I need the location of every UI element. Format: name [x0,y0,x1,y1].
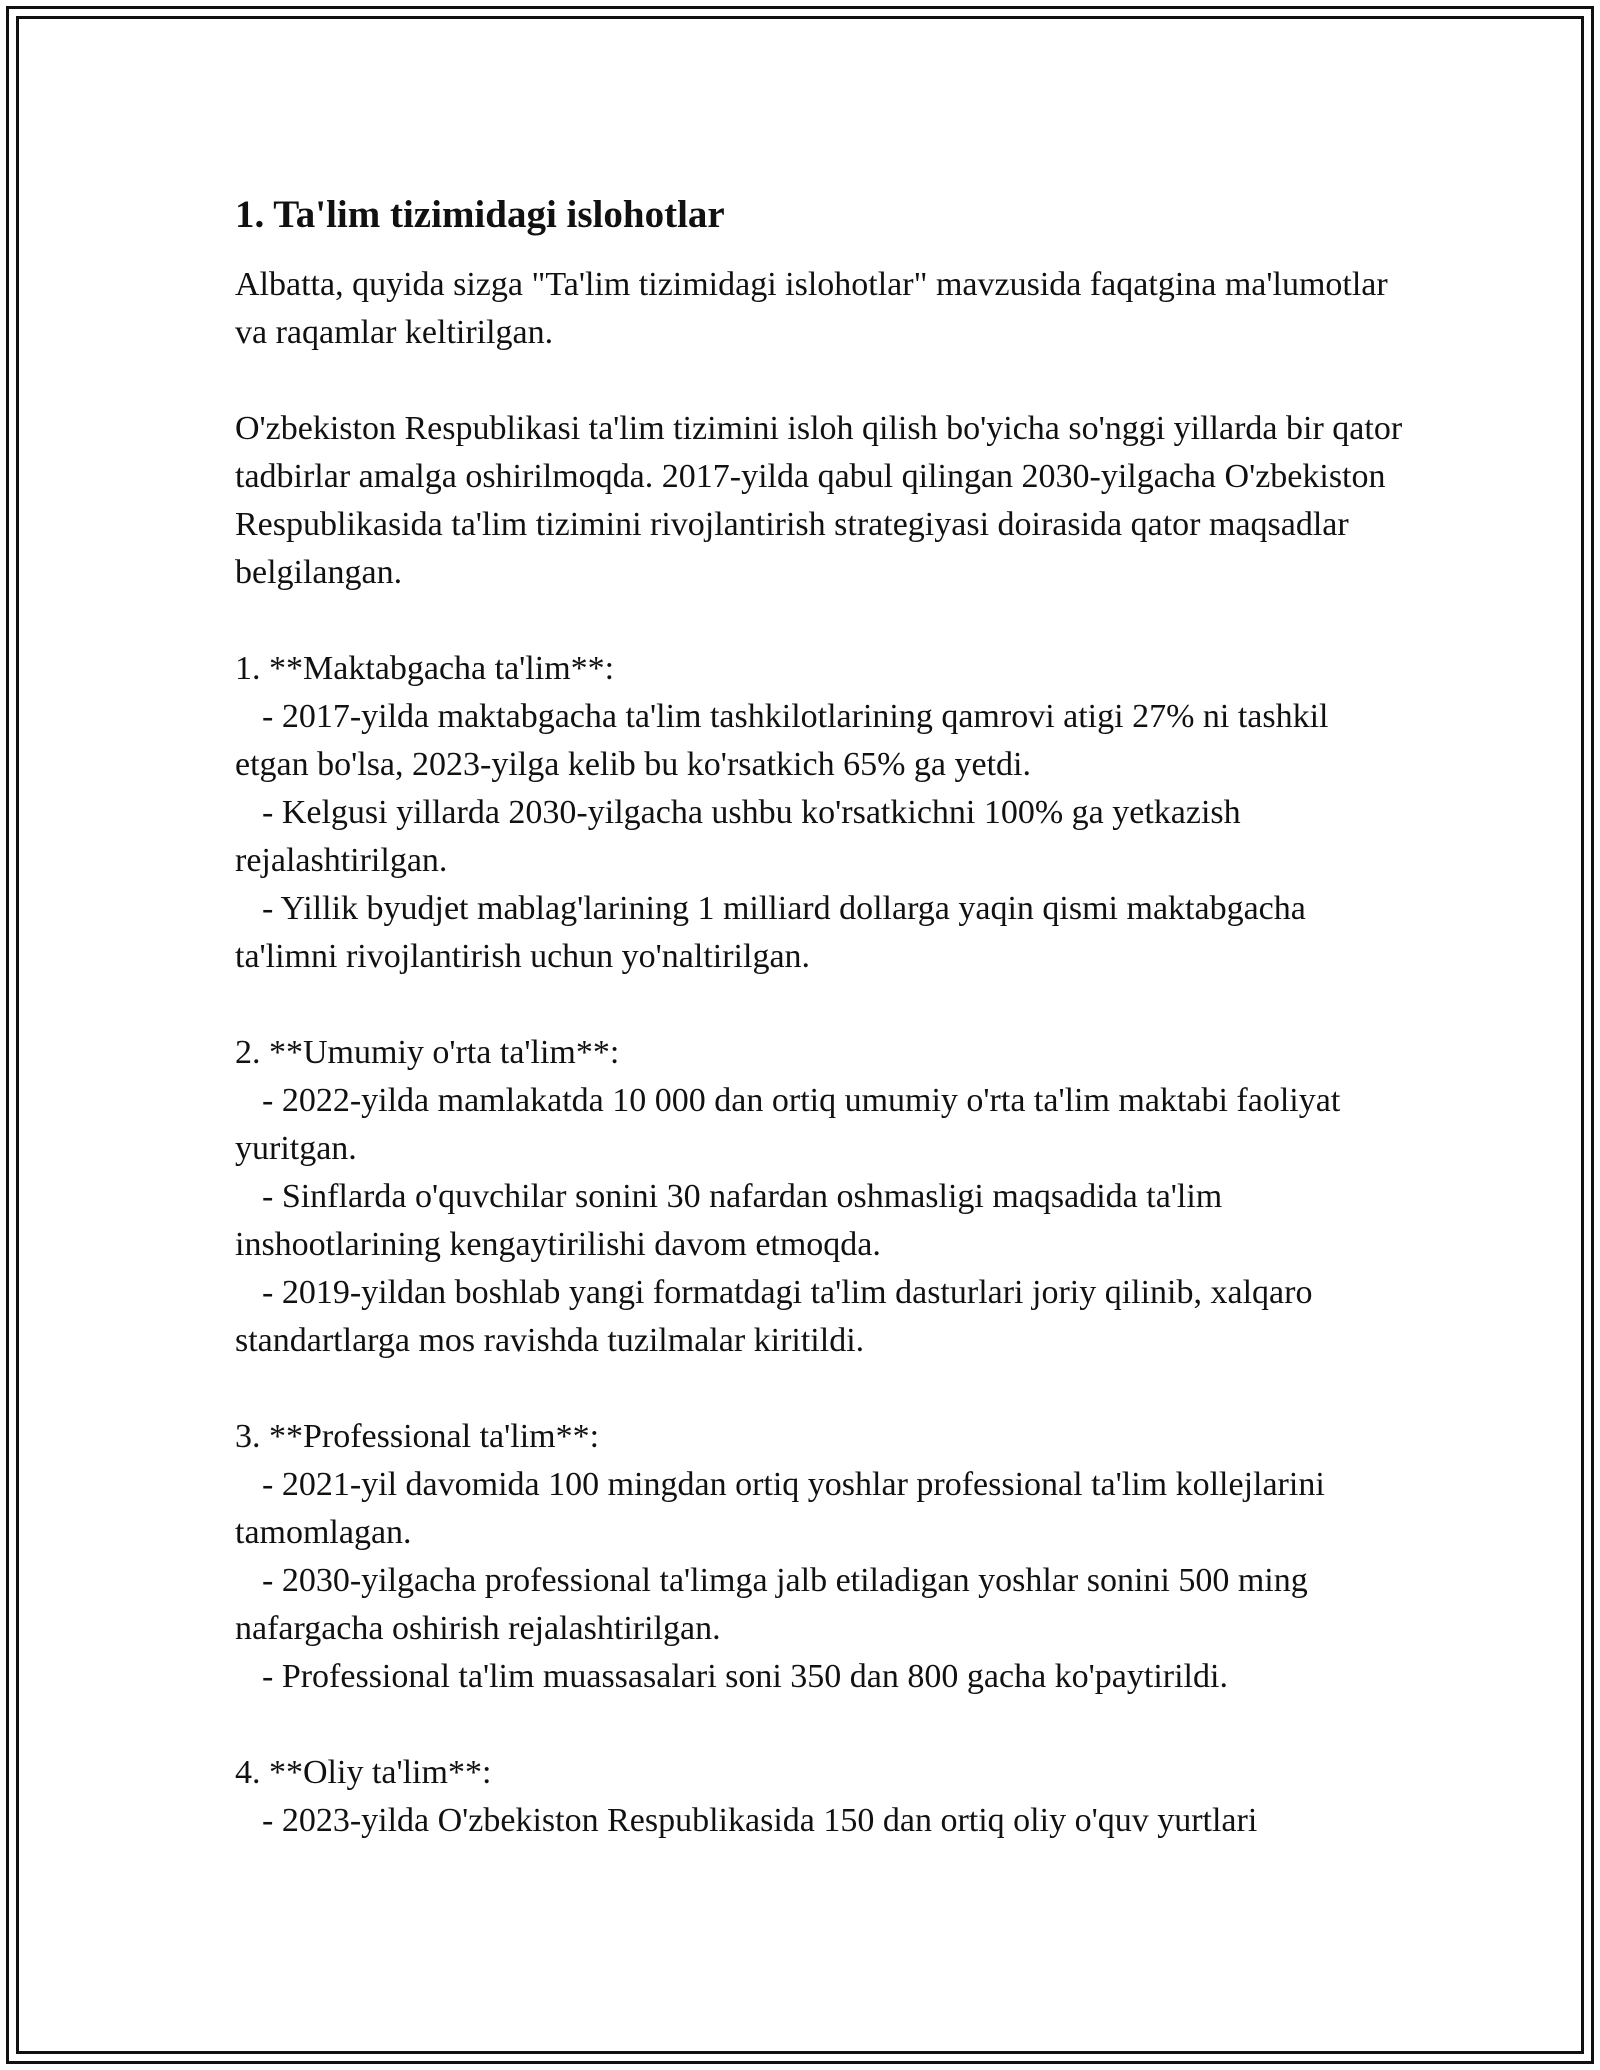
spacer [235,597,1405,645]
spacer [235,1701,1405,1749]
bullet-item: - 2021-yil davomida 100 mingdan ortiq yoshlar professional ta'lim kollejlarini tamomlagan. [235,1466,1325,1551]
spacer [235,981,1405,1029]
section-heading: 1. **Maktabgacha ta'lim**: [235,650,615,687]
intro-paragraph: Albatta, quyida sizga "Ta'lim tizimidagi islohotlar" mavzusida faqatgina ma'lumotlar va raqamlar keltirilgan. [235,266,1397,351]
bullet-item: - 2030-yilgacha professional ta'limga jalb etiladigan yoshlar sonini 500 ming nafargacha oshirish rejalashtirilgan. [235,1562,1308,1647]
context-paragraph: O'zbekiston Respublikasi ta'lim tizimini isloh qilish bo'yicha so'nggi yillarda bir qator tadbirlar amalga oshirilmoqda. 2017-yilda qabul qilingan 2030-yilgacha O'zbekiston Respublikasida ta'lim tizimini rivojlantirish strategiyasi doirasida qator maqsadlar belgilangan. [235,410,1411,591]
bullet-item: - Kelgusi yillarda 2030-yilgacha ushbu ko'rsatkichni 100% ga yetkazish rejalashtirilgan. [235,794,1241,879]
spacer [235,357,1405,405]
section-secondary [235,1029,1405,1365]
section-heading: 2. **Umumiy o'rta ta'lim**: [235,1034,620,1071]
bullet-item: - 2023-yilda O'zbekiston Respublikasida 150 dan ortiq oliy o'quv yurtlari [262,1802,1258,1839]
bullet-item: - 2019-yildan boshlab yangi formatdagi ta'lim dasturlari joriy qilinib, xalqaro standartlarga mos ravishda tuzilmalar kiritildi. [235,1274,1313,1359]
bullet-item: - Sinflarda o'quvchilar sonini 30 nafardan oshmasligi maqsadida ta'lim inshootlarining kengaytirilishi davom etmoqda. [235,1178,1223,1263]
spacer [235,1365,1405,1413]
section-preschool [235,645,1405,981]
section-heading: 3. **Professional ta'lim**: [235,1418,600,1455]
bullet-item: - 2017-yilda maktabgacha ta'lim tashkilotlarining qamrovi atigi 27% ni tashkil etgan bo'lsa, 2023-yilga kelib bu ko'rsatkich 65% ga yetdi. [235,698,1329,783]
bullet-item: - 2022-yilda mamlakatda 10 000 dan ortiq umumiy o'rta ta'lim maktabi faoliyat yuritgan. [235,1082,1341,1167]
bullet-item: - Professional ta'lim muassasalari soni 350 dan 800 gacha ko'paytirildi. [262,1658,1228,1695]
section-professional [235,1413,1405,1701]
bullet-item: - Yillik byudjet mablag'larining 1 milliard dollarga yaqin qismi maktabgacha ta'limni rivojlantirish uchun yo'naltirilgan. [235,890,1306,975]
section-higher [235,1749,1405,1845]
document-title: 1. Ta'lim tizimidagi islohotlar [235,193,725,236]
section-heading: 4. **Oliy ta'lim**: [235,1754,492,1791]
document-body [235,190,1411,1845]
